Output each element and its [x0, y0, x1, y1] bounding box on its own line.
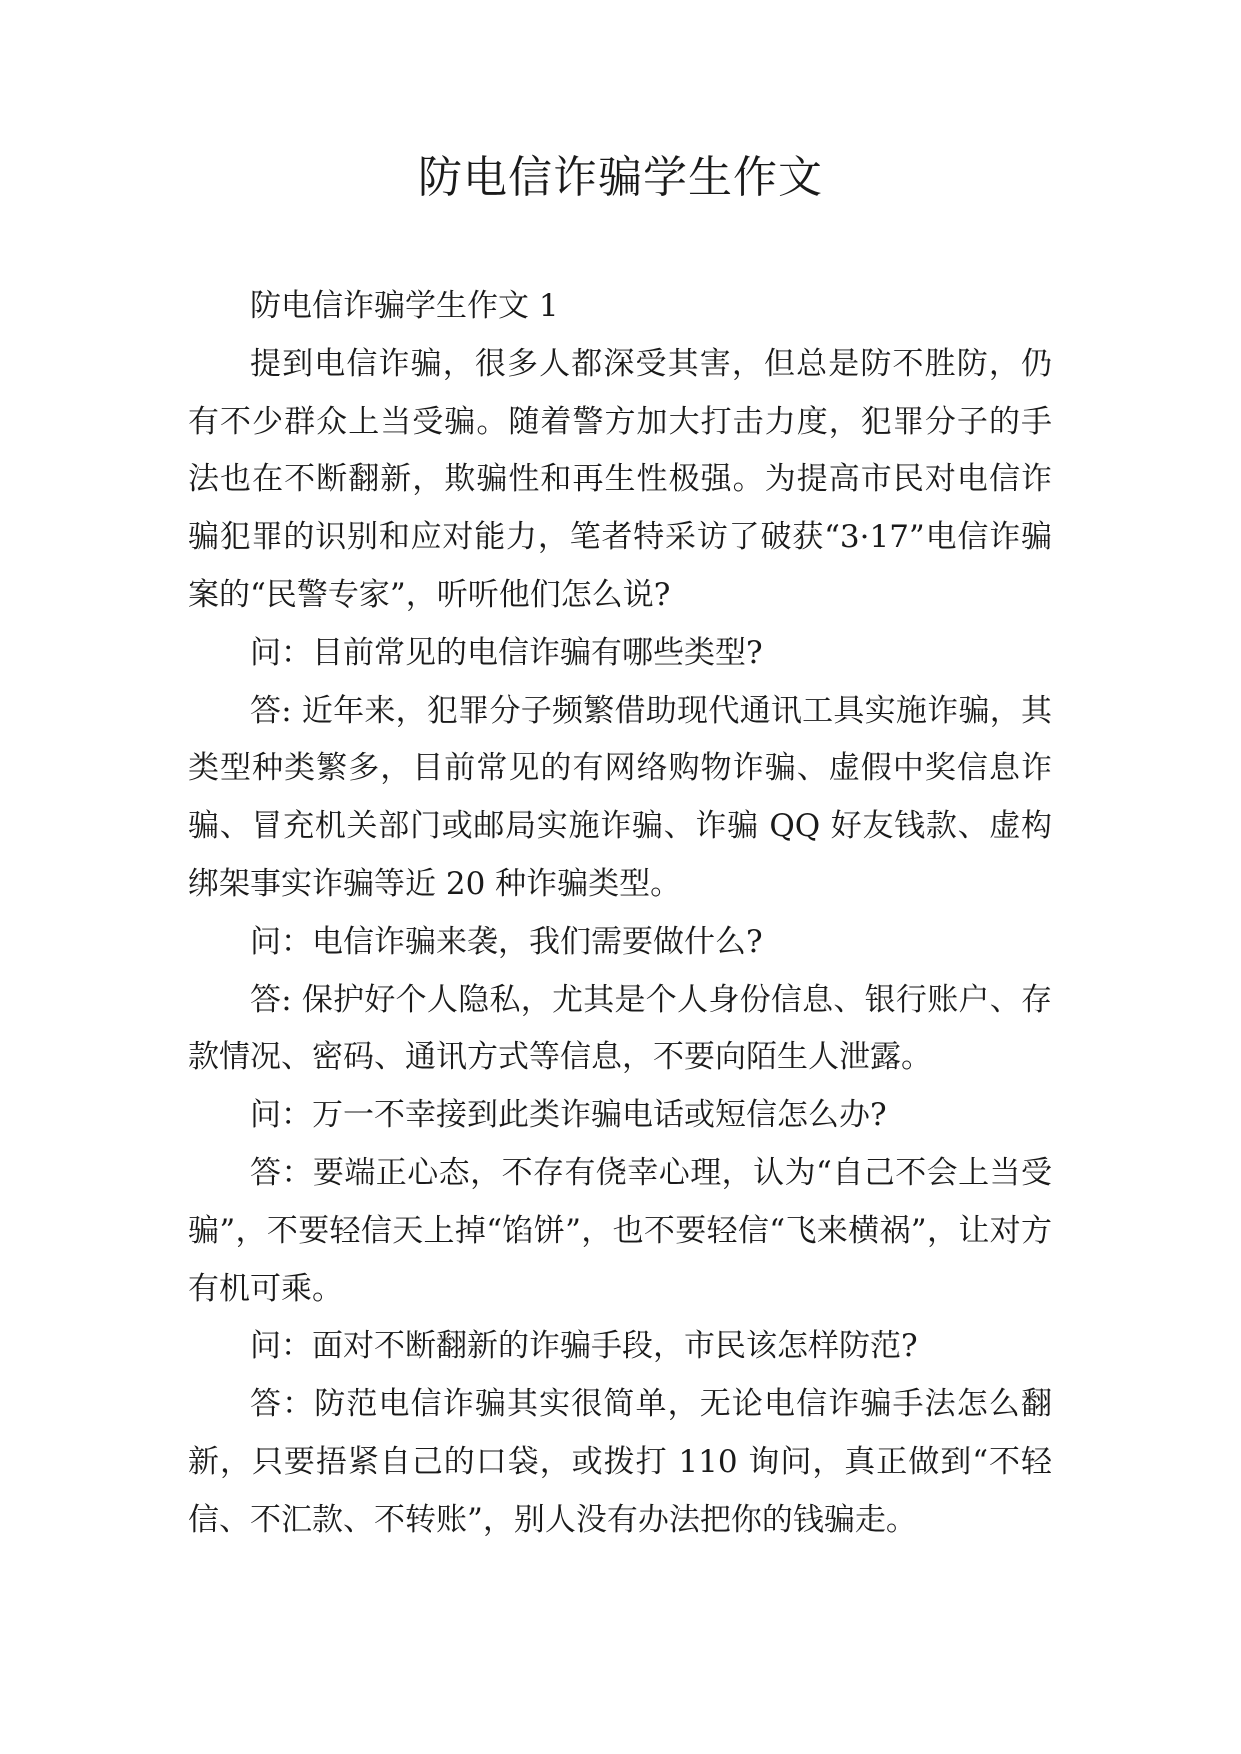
intro-paragraph: 提到电信诈骗，很多人都深受其害，但总是防不胜防，仍有不少群众上当受骗。随着警方加大打击力度，犯罪分子的手法也在不断翻新，欺骗性和再生性极强。为提高市民对电信诈骗犯罪的识别和应对能力，笔者特采访了破获“3·17”电信诈骗案的“民警专家”，听听他们怎么说? — [188, 345, 1052, 613]
question-2: 问：电信诈骗来袭，我们需要做什么? — [250, 923, 763, 960]
section-heading: 防电信诈骗学生作文 1 — [250, 288, 559, 324]
document-title: 防电信诈骗学生作文 — [418, 152, 823, 203]
question-3: 问：万一不幸接到此类诈骗电话或短信怎么办? — [250, 1097, 887, 1134]
document-body — [188, 278, 1052, 1550]
question-1: 问：目前常见的电信诈骗有哪些类型? — [250, 634, 763, 671]
answer-4: 答：防范电信诈骗其实很简单，无论电信诈骗手法怎么翻新，只要捂紧自己的口袋，或拨打 110 询问，真正做到“不轻信、不汇款、不转账”，别人没有办法把你的钱骗走。 — [188, 1386, 1052, 1538]
answer-3: 答：要端正心态，不存有侥幸心理，认为“自己不会上当受骗”，不要轻信天上掉“馅饼”，也不要轻信“飞来横祸”，让对方有机可乘。 — [188, 1154, 1052, 1307]
question-4: 问：面对不断翻新的诈骗手段，市民该怎样防范? — [250, 1328, 918, 1365]
answer-1: 答: 近年来，犯罪分子频繁借助现代通讯工具实施诈骗，其类型种类繁多，目前常见的有网络购物诈骗、虚假中奖信息诈骗、冒充机关部门或邮局实施诈骗、诈骗 QQ 好友钱款、虚构绑架事实诈骗等近 20 种诈骗类型。 — [188, 692, 1052, 902]
answer-2: 答: 保护好个人隐私，尤其是个人身份信息、银行账户、存款情况、密码、通讯方式等信息，不要向陌生人泄露。 — [188, 981, 1052, 1076]
